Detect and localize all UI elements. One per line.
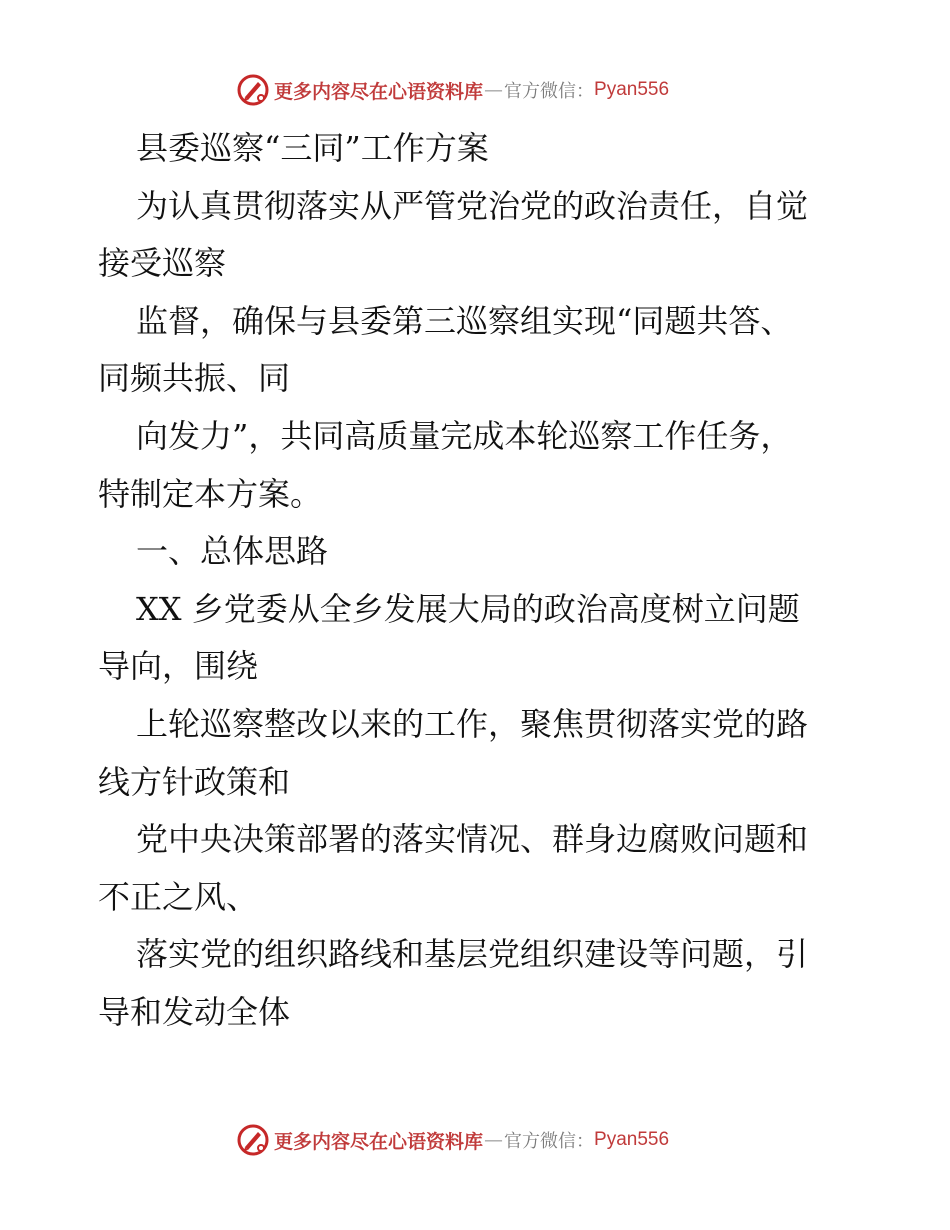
- banner-main-text: 更多内容尽在心语资料库: [274, 80, 484, 103]
- paragraph-line: 上轮巡察整改以来的工作，聚焦贯彻落实党的路: [136, 704, 809, 743]
- banner-wechat-label: 官方微信：: [504, 81, 595, 102]
- header-banner: [236, 72, 669, 108]
- red-logo-icon: [236, 73, 270, 107]
- banner-wechat-handle: Pyan556: [594, 1129, 670, 1150]
- banner-main-text: 更多内容尽在心语资料库: [274, 1130, 484, 1153]
- banner-wechat-handle: Pyan556: [594, 79, 670, 100]
- paragraph-line: 同频共振、同: [98, 359, 291, 398]
- paragraph-line: 监督，确保与县委第三巡察组实现“同题共答、: [136, 301, 793, 340]
- paragraph-line: 不正之风、: [98, 877, 259, 916]
- paragraph-line: 接受巡察: [98, 244, 227, 283]
- banner-dash: —: [484, 1129, 504, 1151]
- document-body: [98, 120, 858, 1042]
- paragraph-line: XX 乡党委从全乡发展大局的政治高度树立问题: [136, 589, 800, 628]
- document-title: 县委巡察“三同”工作方案: [136, 129, 489, 167]
- paragraph-line: 导向，围绕: [98, 647, 259, 686]
- paragraph-line: 导和发动全体: [98, 992, 291, 1031]
- paragraph-line: 党中央决策部署的落实情况、群身边腐败问题和: [136, 820, 809, 859]
- paragraph-line: 向发力”，共同高质量完成本轮巡察工作任务，: [136, 416, 793, 455]
- banner-dash: —: [484, 79, 504, 101]
- red-logo-icon: [236, 1123, 270, 1157]
- paragraph-line: 为认真贯彻落实从严管党治党的政治责任，自觉: [136, 186, 809, 225]
- section-heading: 一、总体思路: [136, 532, 329, 571]
- paragraph-line: 落实党的组织路线和基层党组织建设等问题，引: [136, 935, 809, 974]
- banner-wechat-label: 官方微信：: [504, 1131, 595, 1152]
- paragraph-line: 线方针政策和: [98, 762, 291, 801]
- footer-banner: [236, 1122, 669, 1158]
- paragraph-line: 特制定本方案。: [98, 474, 323, 513]
